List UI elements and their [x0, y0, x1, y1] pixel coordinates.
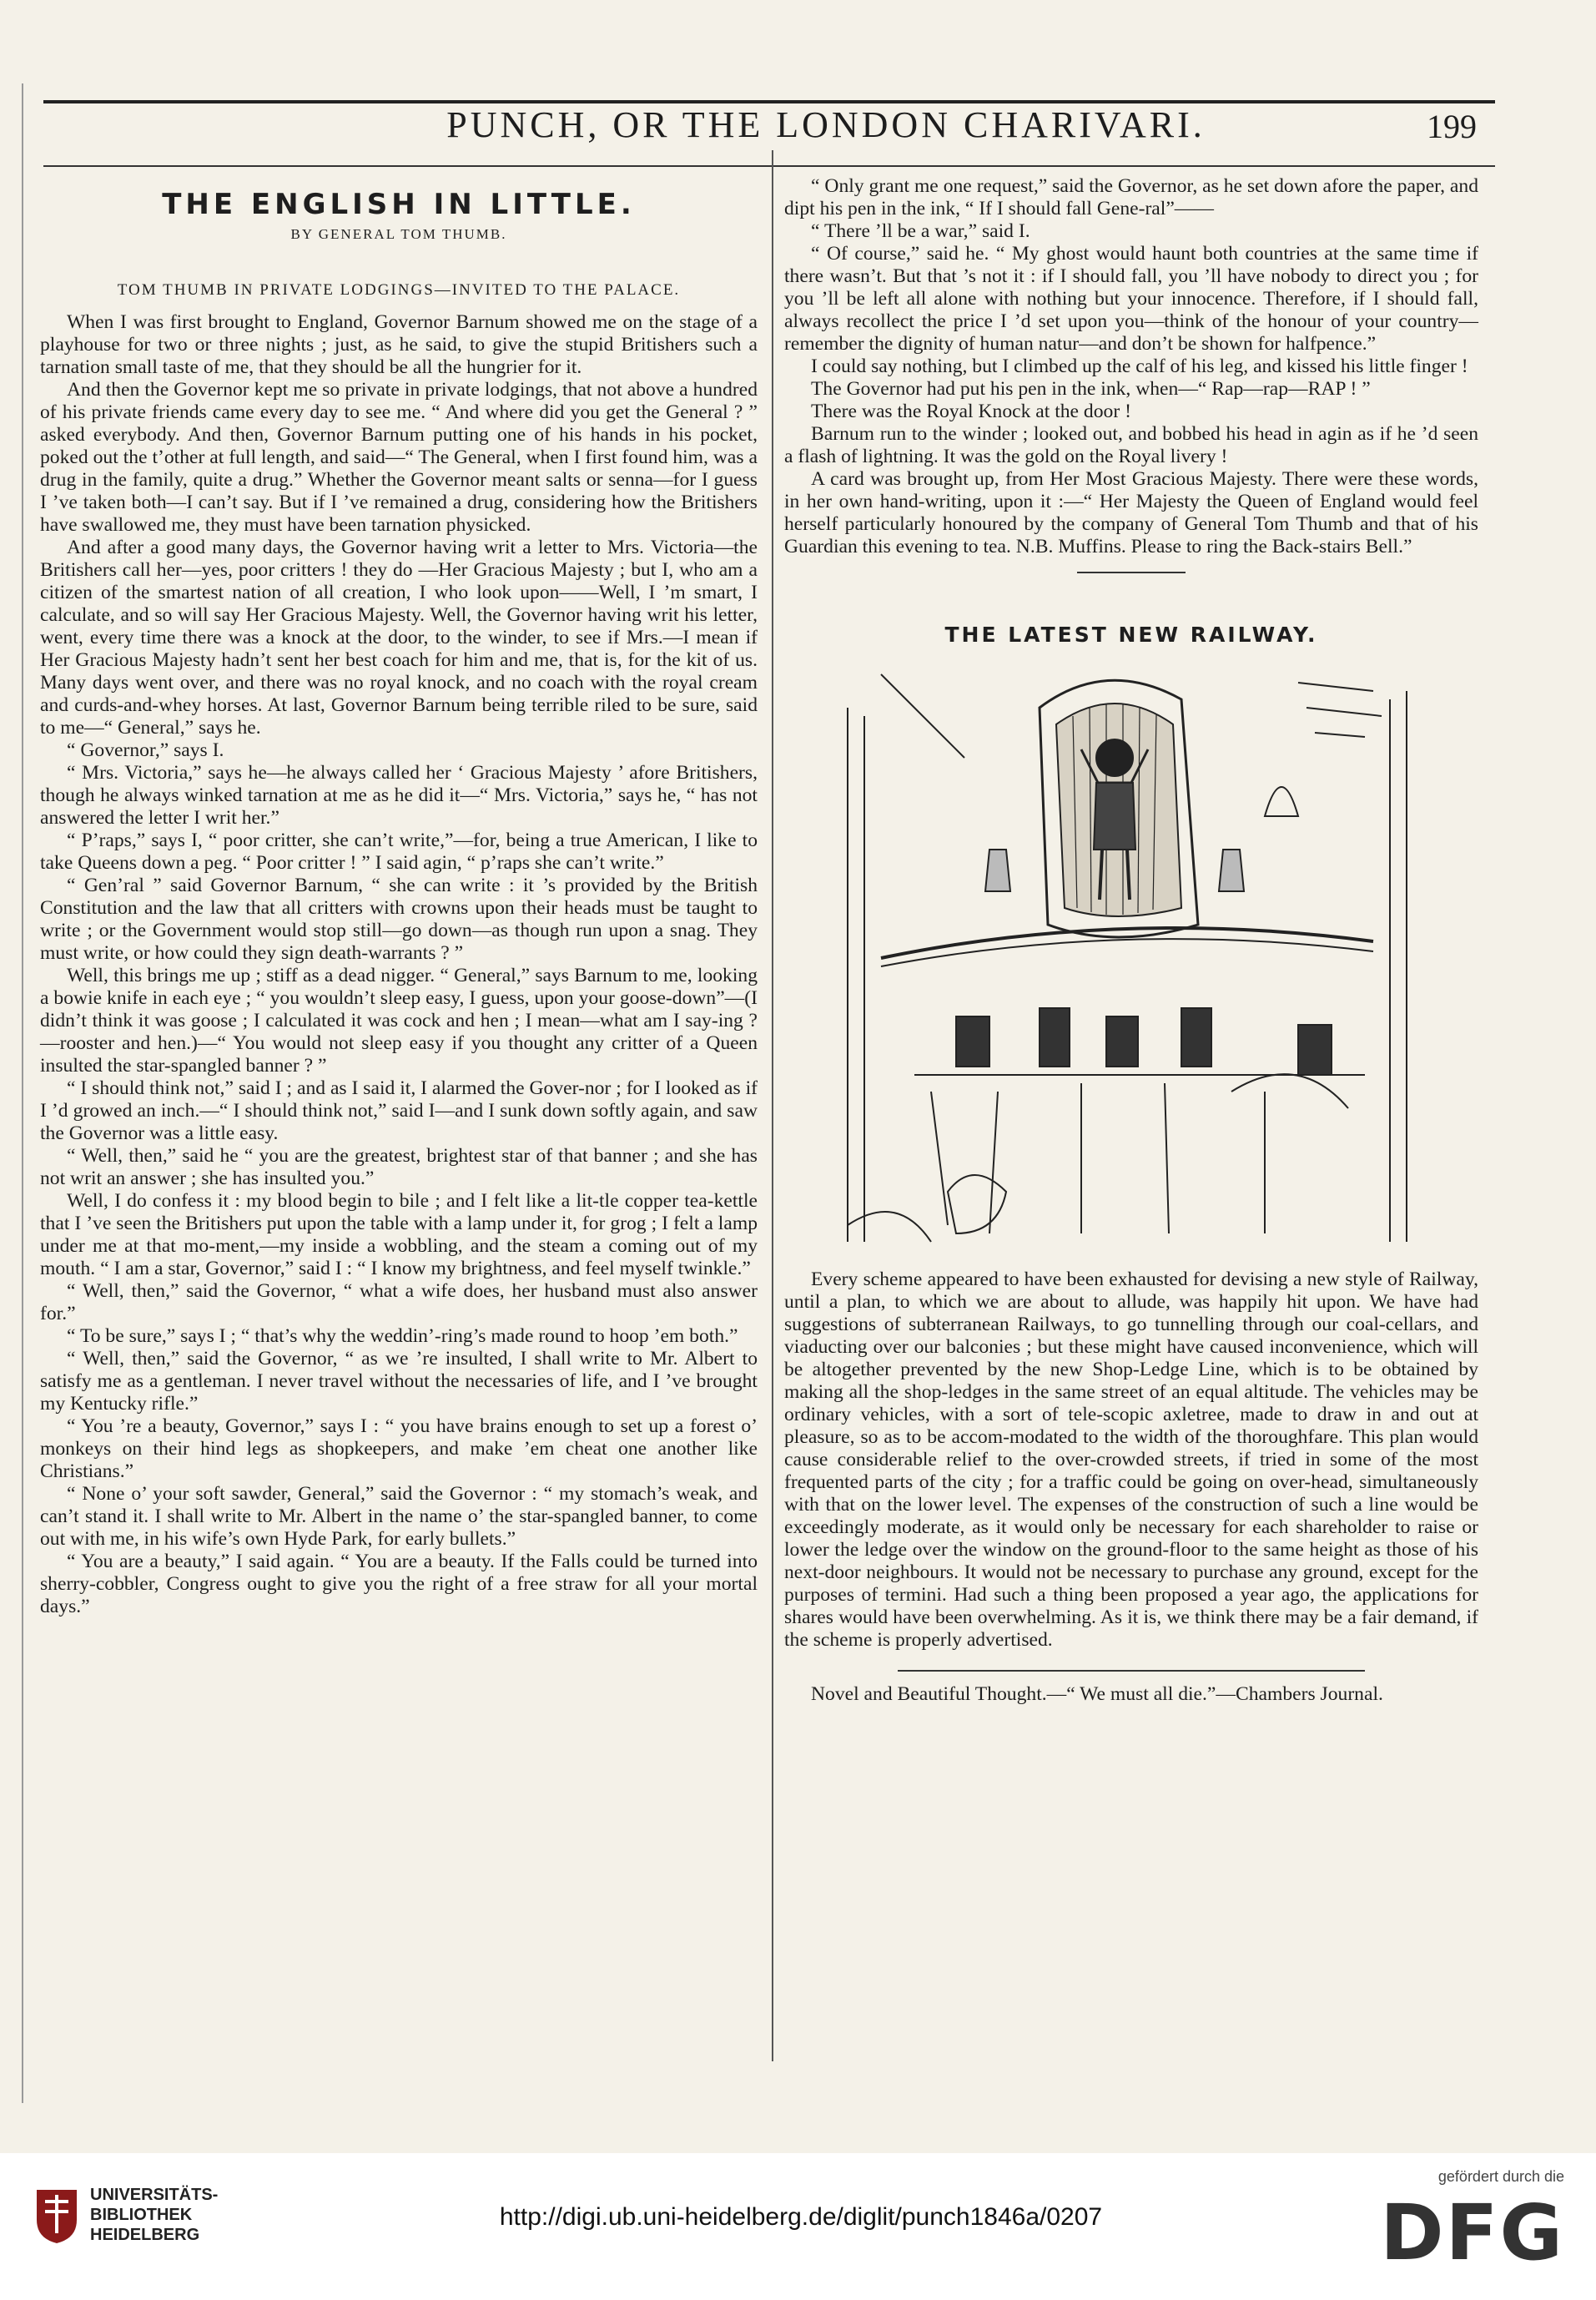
paragraph: “ P’raps,” says I, “ poor critter, she can’t write,”—for, being a true American, I like to take Queens down a peg. “ Poor critter ! ” I said agin, “ p’raps she can’t write.”	[40, 830, 758, 874]
university-crest-icon	[33, 2187, 80, 2245]
paragraph: “ Mrs. Victoria,” says he—he always called her ‘ Gracious Majesty ’ afore Britishers, though he always winked tarnation at me as he did it—“ Mrs. Victoria,” says he, “ has not answered the letter I writ her.”	[40, 762, 758, 829]
paragraph: And then the Governor kept me so private in private lodgings, that not above a hundred of his private friends came every day to see me. “ And where did you get the General ? ” asked everybody. And then, Governor Barnum putting one of his hands in his pocket, poked out the t’other at full length, and said—“ The General, when I first found him, was a drug in the family, quite a drug.” Whether the Governor meant salts or senna—for I guess I ’ve taken both—I can’t say. But if I ’ve remained a drug, considering how the Britishers have swallowed me, they must have been tarnation physicked.	[40, 379, 758, 536]
page-number: 199	[1427, 108, 1477, 145]
article-subheading: TOM THUMB IN PRIVATE LODGINGS—INVITED TO THE PALACE.	[117, 281, 681, 299]
article-byline: BY GENERAL TOM THUMB.	[290, 226, 507, 242]
dfg-logo: DFG	[1380, 2188, 1564, 2277]
paragraph: “ You are a beauty,” I said again. “ You are a beauty. If the Falls could be turned into sherry-cobbler, Congress ought to give you the right of a free straw for all your mortal days.”	[40, 1551, 758, 1617]
page-edge	[22, 83, 23, 2103]
right-column	[784, 175, 1478, 1706]
railway-cartoon-illustration	[831, 658, 1432, 1258]
section-divider	[898, 1670, 1365, 1672]
running-title: PUNCH, OR THE LONDON CHARIVARI.	[446, 104, 1206, 145]
paragraph: “ I should think not,” said I ; and as I said it, I alarmed the Gover-nor ; for I looked as if I ’d growed an inch.—“ I should think not,” said I—and I sunk down softly again, and saw the Governor was a little easy.	[40, 1077, 758, 1144]
paragraph: There was the Royal Knock at the door !	[811, 401, 1131, 422]
paragraph: “ Gen’ral ” said Governor Barnum, “ she can write : it ’s provided by the British Constitution and the law that all critters with crowns upon their heads must be taught to write ; or the Government would stop still—go down—as though run upon a snag. They must write, or how could they sign death-warrants ? ”	[40, 875, 758, 964]
paragraph: Well, I do confess it : my blood begin to bile ; and I felt like a lit-tle copper tea-kettle that I ’ve seen the Britishers put upon the table with a lamp under it, for grog ; I felt a lamp under me at that mo-ment,—my inside a wobbling, and the steam a coming out of my mouth. “ I am a star, Governor,” said I : “ I know my brightness, and feel myself twinkle.”	[40, 1190, 758, 1279]
institution-line: HEIDELBERG	[90, 2226, 200, 2244]
paragraph: “ Only grant me one request,” said the Governor, as he set down afore the paper, and dipt his pen in the ink, “ If I should fall Gene-ral”——	[784, 175, 1478, 219]
paragraph: Barnum run to the winder ; looked out, and bobbed his head in agin as if he ’d seen a flash of lightning. It was the gold on the Royal livery !	[784, 423, 1478, 467]
funder-caption: gefördert durch die	[1437, 2168, 1564, 2185]
paragraph: Well, this brings me up ; stiff as a dead nigger. “ General,” says Barnum to me, looking a bowie knife in each eye ; “ you wouldn’t sleep easy, I guess, upon your goose-down”—(I didn’t think it was goose ; I calculated it was cock and hen ; I mean—what am I say-ing ?—rooster and hen.)—“ You would not sleep easy if you thought any critter of a Queen insulted the star-spangled banner ? ”	[40, 965, 758, 1077]
paragraph: “ Well, then,” said he “ you are the greatest, brightest star of that banner ; and she has not writ an answer ; she has insulted you.”	[40, 1145, 758, 1189]
institution-line: UNIVERSITÄTS-	[90, 2186, 219, 2204]
header-rule-lower	[43, 165, 1495, 167]
paragraph: “ You ’re a beauty, Governor,” says I : “ you have brains enough to set up a forest o’ monkeys on their hind legs as shopkeepers, and make ’em cheat one another like Christians.”	[40, 1415, 758, 1482]
paragraph: The Governor had put his pen in the ink, when—“ Rap—rap—RAP ! ”	[811, 378, 1371, 400]
paragraph: A card was brought up, from Her Most Gracious Majesty. There were these words, in her own hand-writing, upon it :—“ Her Majesty the Queen of England would feel herself particularly honoured by the company of General Tom Thumb and that of his Guardian this evening to tea. N.B. Muffins. Please to ring the Back-stairs Bell.”	[784, 468, 1478, 557]
paragraph: “ None o’ your soft sawder, General,” said the Governor : “ my stomach’s weak, and can’t stand it. I shall write to Mr. Albert in the name o’ the star-spangled banner, to come out with me, in his wife’s own Hyde Park, for early bullets.”	[40, 1483, 758, 1550]
paragraph: “ Well, then,” said the Governor, “ what a wife does, her husband must also answer for.”	[40, 1280, 758, 1324]
paragraph: When I was first brought to England, Governor Barnum showed me on the stage of a playhouse for two or three nights ; just, as he said, to give the stupid Britishers such a tarnation small taste of me, that they should be all the hungrier for it.	[40, 311, 758, 378]
paragraph: I could say nothing, but I climbed up the calf of his leg, and kissed his little finger !	[811, 356, 1468, 377]
article-title: THE ENGLISH IN LITTLE.	[162, 188, 636, 221]
section-title: THE LATEST NEW RAILWAY.	[944, 623, 1318, 647]
paragraph: “ Of course,” said he. “ My ghost would haunt both countries at the same time if there wasn’t. But that ’s not it : if I should fall, you ’ll have nobody to direct you ; for you ’ll be left all alone with nothing but your innocence. Therefore, if I should fall, always recollect the price I ’d set upon you—think of the honour of your country—remember the dignity of human natur—and don’t be shown for halfpence.”	[784, 243, 1478, 355]
source-url-link[interactable]: http://digi.ub.uni-heidelberg.de/diglit/punch1846a/0207	[499, 2203, 1103, 2231]
institution-line: BIBLIOTHEK	[90, 2206, 193, 2224]
paragraph: “ There ’ll be a war,” said I.	[811, 220, 1030, 242]
paragraph: “ Well, then,” said the Governor, “ as we ’re insulted, I shall write to Mr. Albert to satisfy me as a gentleman. I never travel without the necessaries of life, and I ’ve brought my Kentucky rifle.”	[40, 1348, 758, 1415]
paragraph: And after a good many days, the Governor having writ a letter to Mrs. Victoria—the Britishers call her—yes, poor critters ! they do —Her Gracious Majesty ; but I, who am a citizen of the smartest nation of all creation, I who look upon——Well, I ’m smart, I calculate, and so will say Her Gracious Majesty. Well, the Governor having writ his letter, went, every time there was a knock at the door, to the winder, to see if Mrs.—I mean if Her Gracious Majesty hadn’t sent her best coach for him and me, that is, for the kit of us. Many days went over, and there was no royal knock, and no coach with the royal cream and curds-and-whey horses. At last, Governor Barnum being terrible riled to be sure, said to me—“ General,” says he.	[40, 537, 758, 739]
institution-name	[90, 2185, 218, 2245]
paragraph: Every scheme appeared to have been exhausted for devising a new style of Railway, until a plan, to which we are about to allude, was happily hit upon. We have had suggestions of subterranean Railways, to go tunnelling through our coal-cellars, and viaducting over our balconies ; but these might have caused inconvenience, which will be altogether prevented by the new Shop-Ledge Line, which is to be obtained by making all the shop-ledges in the same street of an equal altitude. The vehicles may be ordinary vehicles, with a sort of tele-scopic axletree, made to draw in and out at pleasure, so as to be accom-modated to the width of the thoroughfare. This plan would cause considerable relief to the over-crowded streets, if tried in some of the most frequented parts of the city ; for a traffic could be going on over-head, simultaneously with that on the lower level. The expenses of the construction of such a line would be exceedingly moderate, as it would only be necessary for each shareholder to raise or lower the ledge over the window on the ground-floor to the same height as those of his next-door neighbours. It would not be necessary to purchase any ground, except for the purposes of termini. Had such a thing been proposed a year ago, the applications for shares would have been overwhelming. As it is, we think there may be a fair demand, if the scheme is properly advertised.	[784, 1269, 1478, 1651]
paragraph: “ To be sure,” says I ; “ that’s why the weddin’-ring’s made round to hoop ’em both.”	[67, 1325, 738, 1347]
left-column	[40, 175, 758, 1618]
closing-note: Novel and Beautiful Thought.—“ We must all die.”—Chambers Journal.	[811, 1683, 1383, 1705]
section-divider	[1077, 572, 1186, 573]
paragraph: “ Governor,” says I.	[67, 739, 224, 761]
column-divider	[772, 150, 773, 2061]
